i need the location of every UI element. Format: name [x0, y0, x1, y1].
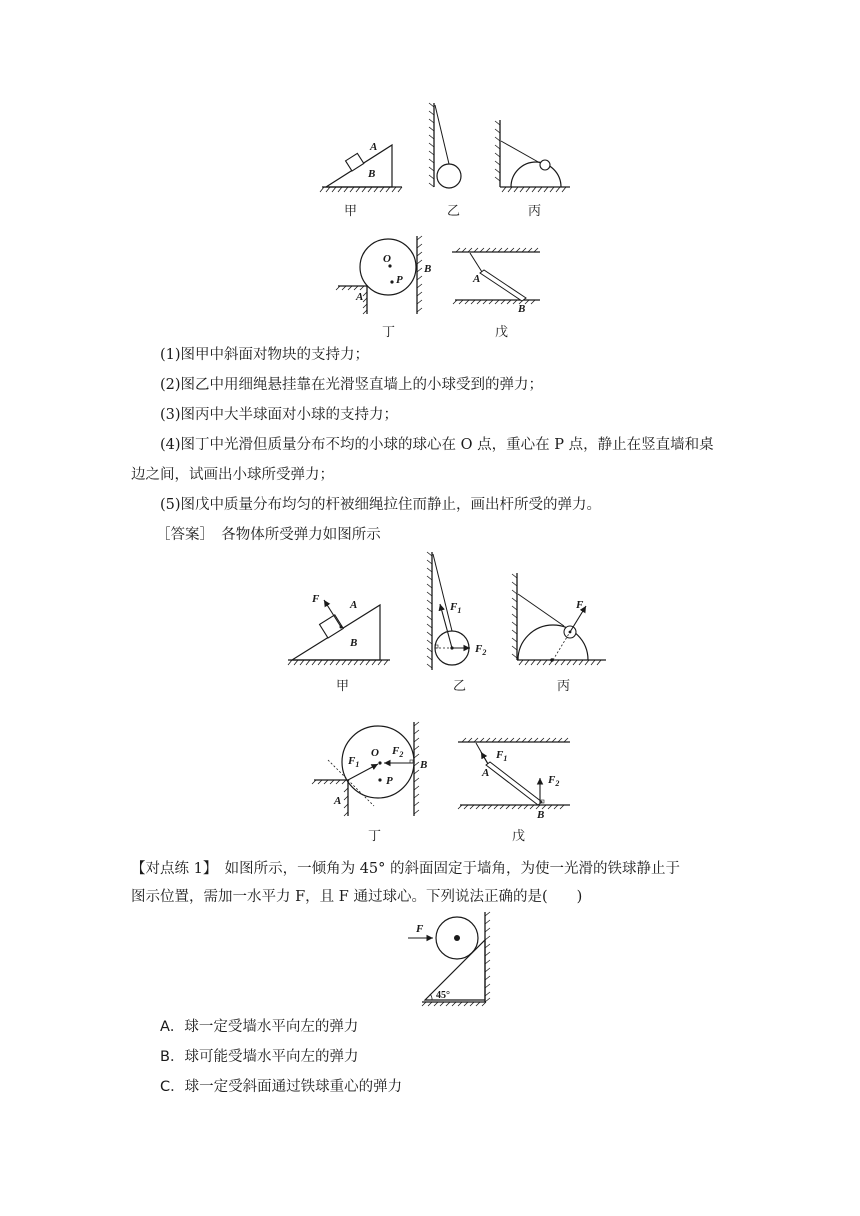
label-B: B — [518, 303, 526, 315]
option-b: B．球可能受墙水平向左的弹力 — [160, 1049, 359, 1065]
answer-wu — [458, 738, 570, 821]
caption-bing: 丙 — [528, 204, 542, 219]
label-P: P — [396, 274, 403, 286]
answer-jia — [288, 593, 390, 665]
fig-bing-hemisphere — [495, 120, 570, 192]
question-4: (4)图丁中光滑但质量分布不均的小球的球心在 O 点，重心在 P 点，静止在竖直墙和桌 — [160, 437, 714, 453]
answer-yi — [427, 552, 486, 670]
answer-bing — [512, 573, 606, 665]
caption-jia: 甲 — [336, 679, 350, 694]
fig-jia-incline — [320, 141, 402, 192]
caption-yi: 乙 — [447, 204, 461, 219]
question-4-cont: 边之间，试画出小球所受弹力； — [131, 467, 334, 483]
label-F1: $F_1$ — [496, 749, 508, 763]
label-A: A — [356, 291, 364, 303]
caption-wu: 戊 — [512, 829, 526, 844]
caption-wu: 戊 — [495, 325, 509, 340]
label-B: B — [424, 263, 432, 275]
label-A: A — [334, 795, 342, 807]
caption-jia: 甲 — [344, 204, 358, 219]
answer-line: ［答案］ 各物体所受弹力如图所示 — [156, 527, 381, 543]
label-A: A — [473, 273, 481, 285]
label-O: O — [383, 253, 391, 265]
practice-figure — [400, 910, 495, 1006]
label-B: B — [368, 168, 376, 180]
label-B: B — [420, 759, 428, 771]
label-O: O — [371, 747, 379, 759]
question-2: (2)图乙中用细绳悬挂靠在光滑竖直墙上的小球受到的弹力； — [160, 377, 544, 393]
question-3: (3)图丙中大半球面对小球的支持力； — [160, 407, 399, 423]
label-A: A — [350, 599, 358, 611]
label-F: F — [416, 923, 424, 935]
figure-1-bottom-row — [330, 230, 560, 342]
answer-ding — [312, 722, 427, 816]
label-F: F — [576, 599, 584, 611]
caption-yi: 乙 — [453, 679, 467, 694]
caption-ding: 丁 — [382, 325, 396, 340]
label-45: 45° — [436, 990, 450, 1001]
label-F1: $F_1$ — [450, 601, 462, 615]
label-A: A — [370, 141, 378, 153]
figure-2-top-row — [280, 548, 620, 698]
question-5: (5)图戊中质量分布均匀的杆被细绳拉住而静止，画出杆所受的弹力。 — [160, 497, 602, 513]
label-P: P — [386, 775, 393, 787]
label-A: A — [482, 767, 490, 779]
fig-yi-hanging-ball — [429, 103, 461, 188]
fig-ding-ball-wall-table — [336, 236, 431, 314]
label-B: B — [537, 809, 545, 821]
caption-ding: 丁 — [368, 829, 382, 844]
figure-1-top-row — [300, 95, 600, 230]
figure-2-bottom-row — [300, 712, 580, 852]
option-c: C．球一定受斜面通过铁球重心的弹力 — [160, 1079, 403, 1095]
label-F1: $F_1$ — [348, 755, 360, 769]
caption-bing: 丙 — [557, 679, 571, 694]
label-F2: $F_2$ — [392, 745, 404, 759]
label-B: B — [350, 637, 358, 649]
label-F2: $F_2$ — [548, 774, 560, 788]
label-F2: $F_2$ — [475, 643, 487, 657]
question-1: (1)图甲中斜面对物块的支持力； — [160, 347, 370, 363]
practice-line-2: 图示位置，需加一水平力 F，且 F 通过球心。下列说法正确的是( ) — [131, 889, 583, 905]
practice-line-1: 【对点练 1】 如图所示，一倾角为 45° 的斜面固定于墙角，为使一光滑的铁球静止于 — [131, 861, 681, 877]
label-F: F — [312, 593, 320, 605]
fig-wu-rod-rope — [452, 248, 540, 315]
option-a: A．球一定受墙水平向左的弹力 — [160, 1019, 359, 1035]
